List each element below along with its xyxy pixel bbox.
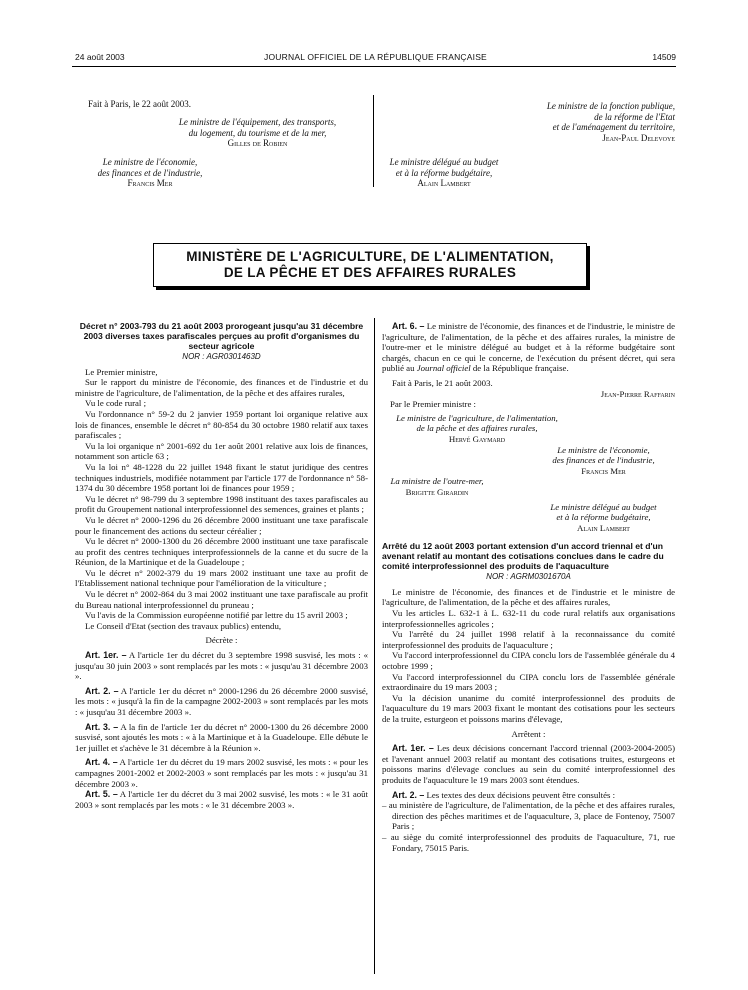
- article-label: Art. 1er. –: [392, 743, 434, 754]
- signatory-name: Francis Mer: [127, 178, 173, 188]
- header-rule: [72, 66, 676, 67]
- role-line: Le ministre de l'économie,: [557, 444, 650, 455]
- signature-economie: [75, 157, 225, 189]
- right-column: [382, 321, 675, 853]
- signature-budget-right: [532, 502, 675, 534]
- ministry-line-2: DE LA PÊCHE ET DES AFFAIRES RURALES: [223, 265, 517, 280]
- article-text: Le ministre de l'économie, des finances et de l'industrie, le ministre de l'agriculture, de l'alimentation, de la pêche et des affaires rurales, la ministre de l'outre-mer et le ministre délégué au budget et à la réforme budgétaire sont chargés, chacun en ce qui le concerne, de l'exécution du présent décret, qui sera publié au: [382, 321, 675, 374]
- nor-reference: [75, 352, 368, 363]
- paragraph: Vu la loi organique n° 2001-692 du 1er août 2001 relative aux lois de finances, notamment son article 63 ;: [75, 440, 368, 462]
- arretent-heading: Arrêtent :: [511, 728, 546, 739]
- paragraph: Vu l'accord interprofessionnel du CIPA conclu lors de l'assemblée générale extraordinaire du 19 mars 2003 ;: [382, 671, 675, 693]
- paragraph: Vu le décret n° 2002-379 du 19 mars 2002 instituant une taxe au profit de l'Etablissement national technique pour l'amélioration de la viticulture ;: [75, 567, 368, 589]
- article-label: Art. 6. –: [392, 321, 425, 331]
- role-line: du logement, du tourisme et de la mer,: [188, 127, 327, 138]
- article-label: Art. 5. –: [85, 789, 118, 800]
- role-line: de la réforme de l'Etat: [594, 111, 675, 122]
- page-header: [75, 52, 676, 66]
- paragraph: Vu la loi n° 48-1228 du 22 juillet 1948 fixant le statut juridique des centres techniques industriels, modifiée notamment par l'article 177 de l'ordonnance n° 58-1374 du 30 décembre 1958 portant loi de finances pour 1959 ;: [75, 461, 368, 494]
- column-divider-top: [373, 95, 374, 187]
- paragraph: Vu l'arrêté du 24 juillet 1998 relatif à la reconnaissance du comité interprofessionnel des produits de l'aquaculture ;: [382, 629, 675, 650]
- list-item: – au ministère de l'agriculture, de l'alimentation, de la pêche et des affaires rurales, direction des pêches maritimes et de l'aquaculture, 3, place de Fontenoy, 75007 Paris ;: [382, 800, 675, 832]
- article-text: Les textes des deux décisions peuvent être consultés :: [426, 789, 616, 800]
- role-line: et de l'aménagement du territoire,: [552, 122, 675, 132]
- signature-fonction-publique: [505, 101, 675, 143]
- paragraph: Vu le décret n° 2002-864 du 3 mai 2002 instituant une taxe parafiscale au profit du Bureau national interprofessionnel du pruneau ;: [75, 589, 368, 610]
- role-line: de la pêche et des affaires rurales,: [416, 423, 538, 434]
- signature-date-top: [88, 99, 191, 110]
- signature-outre-mer: [382, 476, 492, 497]
- article: [382, 743, 675, 785]
- article-text: A l'article 1er du décret du 3 septembre 1998 susvisé, les mots : « jusqu'au 30 juin 2003 » sont remplacés par les mots : « jusqu'au 31 décembre 2003 ».: [75, 650, 368, 682]
- role-line: et à la réforme budgétaire,: [395, 167, 493, 178]
- journal-italic: Journal officiel: [416, 363, 471, 374]
- role-line: Le ministre de l'économie,: [102, 157, 198, 167]
- role-line: Le ministre délégué au budget: [389, 157, 499, 167]
- article-text: A la fin de l'article 1er du décret n° 2000-1300 du 26 décembre 2000 susvisé, sont ajoutés les mots : « à la Martinique et à la Guadeloupe. Elle débute le 1er juillet et s'achève le 31 décembre à la Réunion ».: [75, 721, 368, 753]
- paragraph: Vu l'accord interprofessionnel du CIPA conclu lors de l'assemblée générale du 4 octobre 1999 ;: [382, 650, 675, 672]
- role-line: La ministre de l'outre-mer,: [390, 476, 484, 487]
- article: [75, 650, 368, 682]
- role-line: des finances et de l'industrie,: [552, 455, 655, 466]
- role-line: des finances et de l'industrie,: [97, 167, 203, 178]
- article-label: Art. 1er. –: [85, 650, 127, 661]
- header-date: 24 août 2003: [75, 52, 125, 62]
- signatory-name: Jean-Pierre Raffarin: [600, 388, 675, 399]
- article: [75, 686, 368, 718]
- paragraph: Sur le rapport du ministre de l'économie, des finances et de l'industrie et du ministre de l'agriculture, de l'alimentation, de la pêche et des affaires rurales,: [75, 377, 368, 398]
- role-line: Le ministre de l'agriculture, de l'alimentation,: [396, 412, 558, 423]
- signatory-name: Hervé Gaymard: [448, 433, 506, 444]
- article: [382, 321, 675, 374]
- nor-text: NOR : AGRM0301670A: [486, 572, 571, 582]
- column-divider: [374, 318, 375, 974]
- paragraph: Vu le décret n° 98-799 du 3 septembre 1998 instituant des taxes parafiscales au profit du Groupement national interprofessionnel des semences, graines et plants ;: [75, 493, 368, 515]
- paragraph: Vu l'avis de la Commission européenne notifié par lettre du 15 avril 2003 ;: [85, 610, 348, 621]
- paragraph: Vu le décret n° 2000-1296 du 26 décembre 2000 instituant une taxe parafiscale pour le financement des actions du secteur céréalier ;: [75, 514, 368, 536]
- fait-text: Fait à Paris, le 22 août 2003.: [88, 99, 191, 109]
- signatory-name: Jean-Paul Delevoye: [602, 132, 675, 143]
- article-text: A l'article 1er du décret du 19 mars 2002 susvisé, les mots : « pour les campagnes 2001-2002 et 2002-2003 » sont remplacés par les mots : « jusqu'au 31 décembre 2003 ».: [75, 757, 368, 789]
- article: [75, 722, 368, 754]
- signature-equipement: [150, 117, 365, 149]
- fait-line: Fait à Paris, le 21 août 2003.: [392, 377, 493, 388]
- article-text: Les deux décisions concernant l'accord triennal (2003-2004-2005) et l'avenant annuel 2003 relatif au montant des cotisations truites, esturgeons et poissons marins d'élevage conclues au sein du comité interprofessionnel des produits de l'aquaculture le 19 mars 2003 sont étendues.: [382, 743, 676, 785]
- journal-title: JOURNAL OFFICIEL DE LA RÉPUBLIQUE FRANÇAISE: [264, 52, 487, 62]
- article: [382, 790, 675, 801]
- paragraph: Le ministre de l'économie, des finances et de l'industrie et le ministre de l'agriculture, de l'alimentation, de la pêche et des affaires rurales,: [382, 586, 675, 608]
- signature-economie-right: [532, 445, 675, 477]
- decree-title: Décret n° 2003-793 du 21 août 2003 prorogeant jusqu'au 31 décembre 2003 diverses taxes parafiscales perçues au profit d'organismes du secteur agricole: [79, 321, 364, 351]
- page-number: 14509: [652, 52, 676, 62]
- paragraph: Vu le décret n° 2000-1300 du 26 décembre 2000 instituant une taxe parafiscale au profit des centres techniques interprofessionnels de la canne et du sucre de la Réunion, de la Martinique et de la Guadeloupe ;: [75, 536, 368, 568]
- paragraph: Vu les articles L. 632-1 à L. 632-11 du code rural relatifs aux organisations interprofessionnelles agricoles ;: [382, 608, 675, 629]
- role-line: et à la réforme budgétaire,: [556, 512, 651, 523]
- paragraph: Vu le code rural ;: [85, 398, 147, 409]
- paragraph: Vu l'ordonnance n° 59-2 du 2 janvier 1959 portant loi organique relative aux lois de finances, ensemble le décret n° 80-854 du 30 octobre 1980 relatif aux taxes parafiscales ;: [75, 408, 368, 441]
- article: [75, 789, 368, 810]
- left-column: [75, 321, 368, 810]
- signatory-name: Alain Lambert: [577, 522, 630, 533]
- arrete-title: Arrêté du 12 août 2003 portant extension d'un accord triennal et d'un avenant relatif au montant des cotisations conclues dans le cadre du comité interprofessionnel des produits de l'aquaculture: [382, 541, 664, 572]
- role-line: Le ministre de la fonction publique,: [546, 101, 675, 111]
- role-line: Le ministre délégué au budget: [550, 501, 657, 512]
- signatory-name: Alain Lambert: [417, 178, 471, 188]
- signature-budget: [384, 157, 504, 189]
- list-item: – au siège du comité interprofessionnel des produits de l'aquaculture, 71, rue Fondary, 75015 Paris.: [382, 831, 675, 853]
- signatory-name: Brigitte Girardin: [405, 486, 469, 497]
- nor-text: NOR : AGR0301463D: [182, 352, 261, 361]
- paragraph: Le Conseil d'Etat (section des travaux publics) entendu,: [85, 620, 282, 631]
- signatory-name: Francis Mer: [581, 465, 626, 476]
- ministry-heading: [153, 243, 587, 287]
- paragraph: Vu la décision unanime du comité interprofessionnel des produits de l'aquaculture du 19 mars 2003 fixant le montant des cotisations pour les secteurs de la truite, esturgeon et poissons marins d'élevage,: [382, 692, 675, 724]
- par-line: Par le Premier ministre :: [390, 399, 476, 410]
- article-label: Art. 3. –: [85, 721, 119, 732]
- article-text: A l'article 1er du décret du 3 mai 2002 susvisé, les mots : « le 31 août 2003 » sont remplacés par les mots : « le 31 décembre 2003 ».: [75, 789, 368, 810]
- role-line: Le ministre de l'équipement, des transports,: [178, 117, 337, 127]
- signatory-name: Gilles de Robien: [227, 138, 288, 148]
- paragraph: Le Premier ministre,: [85, 366, 158, 377]
- article: [75, 757, 368, 789]
- article-label: Art. 4. –: [85, 757, 118, 768]
- signature-agriculture: [382, 413, 572, 445]
- article-label: Art. 2. –: [392, 789, 425, 800]
- ministry-line-1: MINISTÈRE DE L'AGRICULTURE, DE L'ALIMENTATION,: [186, 249, 554, 264]
- article-text: A l'article 1er du décret n° 2000-1296 du 26 décembre 2000 susvisé, les mots : « jusqu'à la fin de la campagne 2002-2003 » sont remplacés par les mots : « jusqu'au 31 décembre 2003 ».: [75, 685, 368, 717]
- nor-reference: [382, 572, 675, 583]
- article-text: de la République française.: [472, 363, 569, 374]
- decrete-heading: Décrète :: [205, 635, 238, 646]
- article-label: Art. 2. –: [85, 685, 119, 696]
